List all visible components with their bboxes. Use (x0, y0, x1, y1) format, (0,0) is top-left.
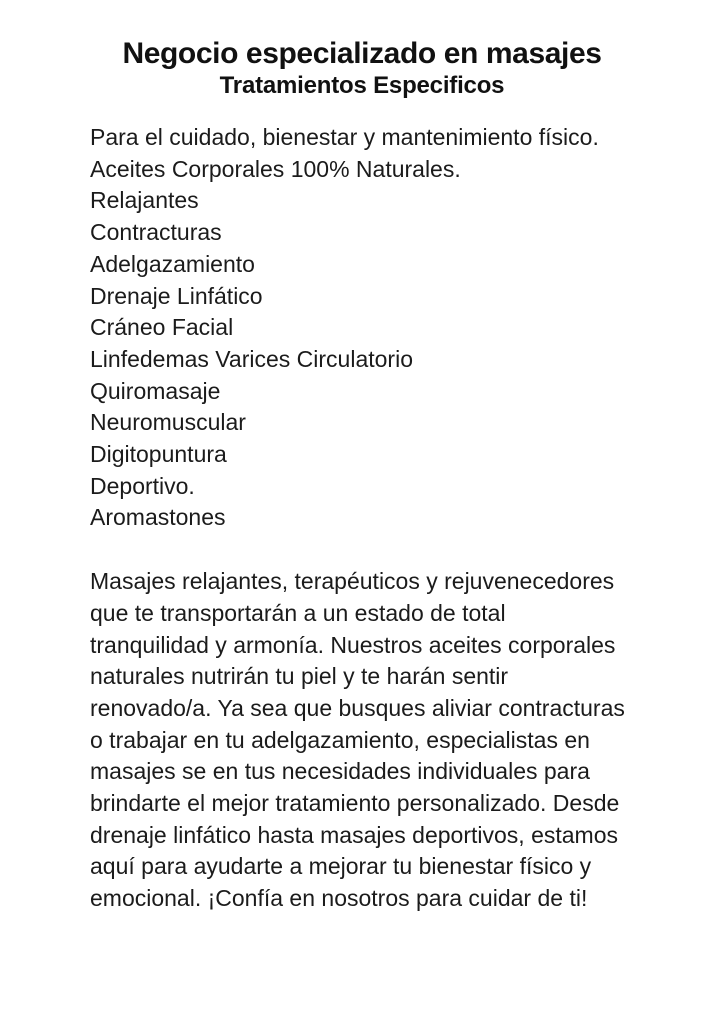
intro-line: Para el cuidado, bienestar y mantenimiento físico. (90, 124, 599, 150)
description-line: emocional. ¡Confía en nosotros para cuidar de ti! (90, 885, 588, 912)
service-item: Cráneo Facial (90, 314, 234, 341)
service-item: Adelgazamiento (90, 250, 255, 277)
services-list (90, 185, 684, 534)
service-item: Deportivo. (90, 472, 195, 499)
service-item: Digitopuntura (90, 441, 227, 468)
description-line: que te transportarán a un estado de total (90, 599, 506, 626)
document-header (0, 0, 724, 100)
description-line: tranquilidad y armonía. Nuestros aceites corporales (90, 631, 616, 658)
service-item: Linfedemas Varices Circulatorio (90, 345, 413, 372)
description-line: drenaje linfático hasta masajes deportivos, estamos (90, 821, 619, 848)
description-line: masajes se en tus necesidades individuales para (90, 758, 590, 785)
intro-line: Aceites Corporales 100% Naturales. (90, 155, 461, 182)
description-paragraph (90, 566, 684, 915)
description-line: brindarte el mejor tratamiento personalizado. Desde (90, 790, 620, 817)
page-title: Negocio especializado en masajes (122, 37, 602, 70)
document-body (0, 122, 724, 915)
description-line: aquí para ayudarte a mejorar tu bienestar físico y (90, 853, 592, 880)
description-line: renovado/a. Ya sea que busques aliviar contracturas (90, 694, 625, 721)
intro-lines (90, 122, 684, 185)
page-subtitle: Tratamientos Especificos (219, 72, 505, 99)
description-line: o trabajar en tu adelgazamiento, especialistas en (90, 726, 590, 753)
description-line: naturales nutrirán tu piel y te harán sentir (90, 663, 509, 690)
service-item: Drenaje Linfático (90, 282, 263, 309)
service-item: Quiromasaje (90, 377, 221, 404)
service-item: Contracturas (90, 219, 222, 246)
service-item: Aromastones (90, 504, 226, 531)
service-item: Relajantes (90, 187, 199, 214)
service-item: Neuromuscular (90, 409, 246, 436)
description-line: Masajes relajantes, terapéuticos y rejuvenecedores (90, 568, 615, 595)
